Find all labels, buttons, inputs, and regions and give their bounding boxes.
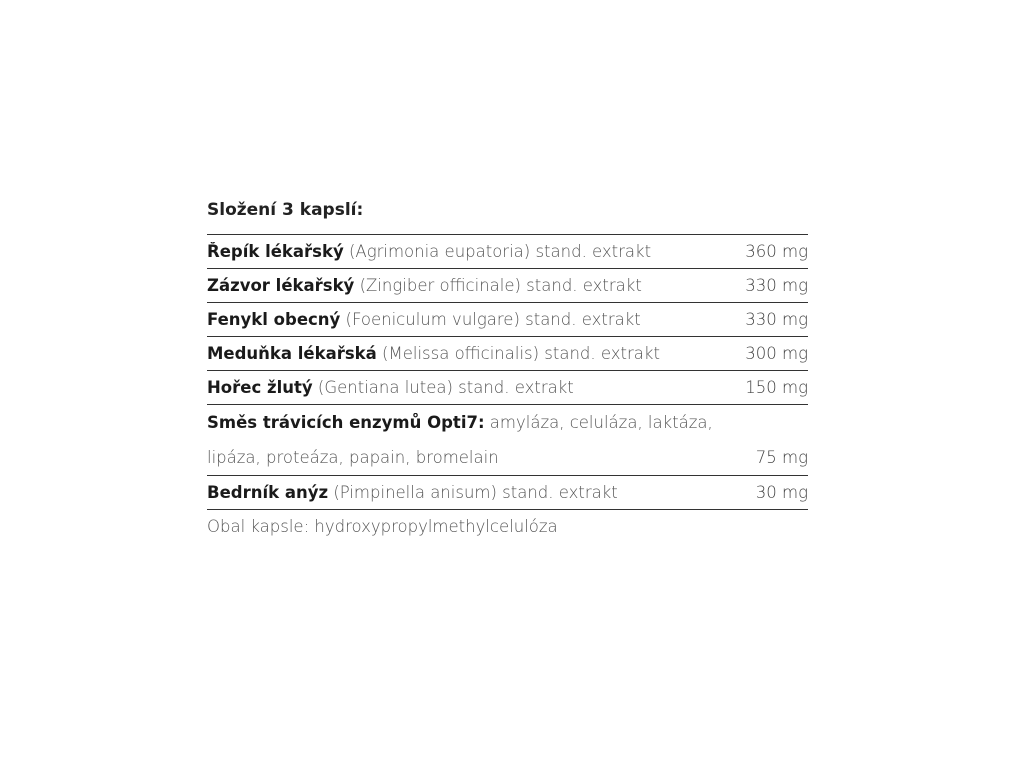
- ingredient-desc: lipáza, proteáza, papain, bromelain: [207, 448, 499, 467]
- ingredient-name: Bedrník anýz: [207, 483, 329, 502]
- ingredient-amount: 360 mg: [745, 242, 808, 261]
- ingredient-label: [207, 483, 618, 502]
- ingredient-desc: amyláza, celuláza, laktáza,: [484, 413, 713, 432]
- ingredient-name: Směs trávicích enzymů Opti7:: [207, 413, 485, 432]
- ingredient-row-gentiana: [207, 371, 808, 405]
- ingredient-name: Hořec žlutý: [207, 378, 313, 397]
- ingredient-name: Meduňka lékařská: [207, 344, 377, 363]
- ingredient-desc: (Pimpinella anisum) stand. extrakt: [328, 483, 618, 502]
- ingredient-desc: (Zingiber officinale) stand. extrakt: [354, 276, 642, 295]
- ingredient-amount: 75 mg: [755, 448, 808, 467]
- ingredient-label: [207, 242, 651, 261]
- ingredient-amount: 300 mg: [745, 344, 808, 363]
- ingredient-amount: 330 mg: [745, 310, 808, 329]
- ingredient-label: [207, 378, 574, 397]
- ingredient-amount: 330 mg: [745, 276, 808, 295]
- composition-panel: [207, 198, 808, 543]
- ingredient-label: [207, 310, 641, 329]
- ingredient-label: [207, 413, 713, 432]
- ingredient-name: Fenykl obecný: [207, 310, 341, 329]
- ingredient-desc: (Gentiana lutea) stand. extrakt: [312, 378, 574, 397]
- enzyme-line-1: [207, 405, 808, 440]
- ingredient-amount: 150 mg: [745, 378, 808, 397]
- ingredient-label: [207, 344, 660, 363]
- ingredient-label: [207, 276, 642, 295]
- ingredient-row-foeniculum: [207, 303, 808, 337]
- ingredient-row-pimpinella: [207, 476, 808, 510]
- ingredient-desc: (Melissa officinalis) stand. extrakt: [376, 344, 660, 363]
- capsule-shell-note: Obal kapsle: hydroxypropylmethylcelulóza: [207, 517, 558, 536]
- ingredient-amount: 30 mg: [755, 483, 808, 502]
- composition-heading: Složení 3 kapslí:: [207, 200, 364, 220]
- ingredient-row-zingiber: [207, 269, 808, 303]
- ingredient-row-agrimonia: [207, 235, 808, 269]
- ingredient-desc: (Foeniculum vulgare) stand. extrakt: [340, 310, 641, 329]
- ingredient-row-melissa: [207, 337, 808, 371]
- enzyme-line-2: [207, 440, 808, 475]
- ingredient-name: Řepík lékařský: [207, 242, 344, 261]
- ingredients-table: [207, 234, 808, 510]
- ingredient-name: Zázvor lékařský: [207, 276, 355, 295]
- ingredient-desc: (Agrimonia eupatoria) stand. extrakt: [343, 242, 652, 261]
- ingredient-row-enzymes: [207, 405, 808, 476]
